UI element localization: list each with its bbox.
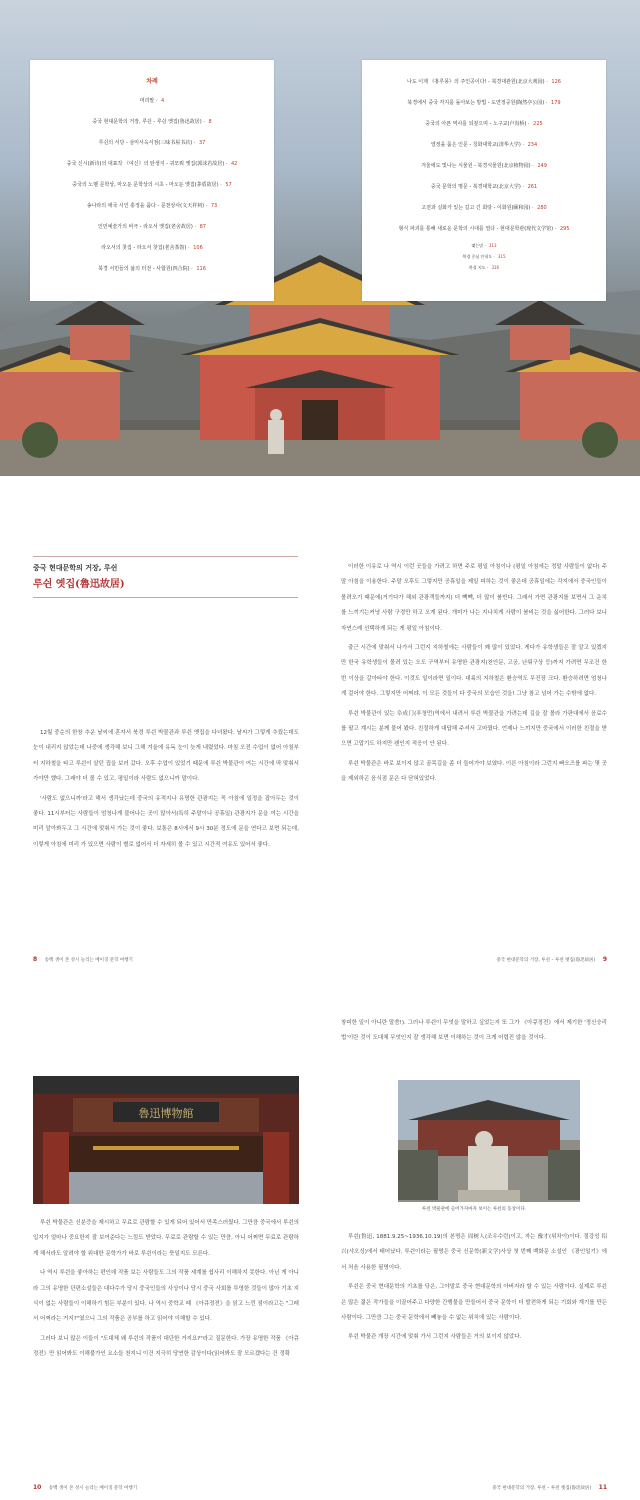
toc-entry	[362, 135, 606, 156]
page-10-footer	[33, 1484, 137, 1491]
toc-entry-title: 중국의 노벨 문학상, 마오둔 문학상의 시초 - 마오둔 옛집(茅盾故居)	[72, 182, 219, 188]
paragraph: 나 역시 루쉰을 좋아하는 편인데 작품 보는 사람들도 그의 작품 세계를 쉽사리 이해하지 못한다. 아닌 게 아니라 그의 유명한 단편소설들은 대다수가 당시 중국인들의 사상이나 당시 중국 사회를 투영한 것들이 많아 기초 지식이 없는 사람들이 이해하기 힘든 부분이 있다. 나 역시 중학교 때 《아큐정전》을 읽고 느낀 점이라고는 "그래서 어쩌라는 거지?"였으니 그의 작품은 공부를 하고 읽어야 이해할 수 있다.	[33, 1270, 299, 1323]
photo-spread-10-11	[0, 976, 640, 1500]
toc-entry	[362, 93, 606, 114]
toc-entry	[362, 177, 606, 198]
toc-separator: ·	[492, 254, 496, 259]
toc-entry	[30, 217, 274, 238]
toc-entry-page: 234	[527, 142, 538, 148]
toc-entry-title: 열정을 품은 인문 - 칭화대학교(清华大学)	[430, 142, 521, 148]
toc-entry	[362, 114, 606, 135]
toc-entry-page: 249	[537, 163, 547, 169]
paragraph: 루쉰은 중국 현대문학의 기초를 닦은, 그야말로 중국 현대문학의 아버지라 할 수 있는 사람이다. 실제로 루쉰은 많은 젊은 작가들을 이끌어주고 다양한 간행물을 만들어서 중국 문학이 더 발전하게 되는 기회와 계기를 만든 사람이다. 그만큼 그는 중국 문학에서 빼놓을 수 없는 위치에 있는 사람이다.	[341, 1284, 607, 1322]
page-number: 8	[33, 956, 38, 963]
toc-entry	[30, 133, 274, 154]
page-10-body	[33, 1216, 299, 1367]
page-11-intro	[341, 1016, 607, 1051]
toc-entry	[362, 198, 606, 219]
toc-entry	[362, 240, 606, 251]
toc-entry	[362, 72, 606, 93]
toc-right-panel	[362, 60, 606, 301]
toc-entry-title: 형식 파괴를 통해 새로운 문학의 시대를 열다 - 현대문학관(现代文学馆)	[398, 226, 554, 232]
toc-entry-page: 8	[208, 119, 212, 125]
toc-entry	[362, 156, 606, 177]
toc-entry-page: 126	[551, 79, 561, 85]
contents-spread	[0, 0, 640, 476]
toc-entry-title: 나도 이제 《홍루몽》의 주인공이다! - 북경대관원(北京大观园)	[407, 79, 545, 85]
paragraph: 루쉰 박물관은 바로 보이지 않고 골목길을 좀 더 들어가야 보였다. 이른 아침이라 그런지 빠오즈를 파는 몇 곳을 제외하곤 음식점 문은 다 닫혀있었다.	[341, 760, 607, 783]
toc-entry	[30, 259, 274, 280]
toc-entry-page: 73	[210, 203, 218, 209]
page-number: 9	[602, 956, 607, 963]
svg-text:魯迅博物館: 魯迅博物館	[138, 1107, 194, 1120]
toc-entry-page: 280	[537, 205, 547, 211]
toc-entry-title: 머리말	[139, 98, 155, 104]
toc-separator: ·	[526, 121, 532, 127]
toc-heading: 차례	[146, 78, 158, 85]
toc-entry-title: 겨울에도 빛나는 식물원 - 북경식물원(北京植物园)	[421, 163, 531, 169]
paragraph: '사람도 없으니까'라고 해서 생각났는데 중국의 유적지나 유명한 관광지는 꼭 아침에 일정을 잡아두는 것이 좋다. 11시부터는 사람들이 엄청나게 불어나는 곳이 많아서(특히 주말이나 공휴일) 관광지가 문을 여는 시간을 미리 알아봐두고 그 시간에 맞춰서 가는 것이 좋다. 보통은 8시에서 9시 30분 정도에 문을 연다고 보면 되는데, 이렇게 아침에 미리 가 있으면 사람이 별로 없어서 더 자세히 볼 수 있고 시간적 여유도 있어서 좋다.	[33, 795, 299, 848]
toc-separator: ·	[530, 205, 536, 211]
toc-entry-title: 라오서의 찻집 - 라오서 찻집(老舍茶馆)	[101, 245, 187, 251]
toc-entry-page: 4	[161, 98, 165, 104]
paragraph: 창피한 일이 아니란 말씀!). 그러나 루쉰이 무엇을 말하고 싶었는지 또 그가 《아큐정전》에서 제기한 '정신승리법'이란 것이 도대체 무엇인지 잘 생각해 보면 이해하는 것이 크게 어렵진 않을 것이다.	[341, 1020, 607, 1042]
statue-photo	[398, 1080, 580, 1202]
toc-separator: ·	[218, 182, 224, 188]
page-11-body	[341, 1230, 607, 1350]
paragraph: 그러다 보니 많은 이들이 "도대체 왜 루쉰의 작품이 대단한 거지요?"라고 질문한다. 가장 유명한 작품 《아큐정전》만 읽어봐도 이해불가인 요소들 천지니 이건 지극히 당연한 감상이다(읽어봐도 잘 모르겠다는 건 정확	[33, 1335, 299, 1358]
toc-entry-title: 송나라의 애국 시인 충정을 품다 - 문천상사(文天祥祠)	[86, 203, 205, 209]
page-number: 10	[33, 1484, 42, 1491]
toc-separator: ·	[544, 100, 550, 106]
chapter-subtitle: 중국 현대문학의 거장, 루쉰	[33, 564, 118, 572]
page-number: 11	[598, 1484, 607, 1491]
toc-entry-title: 고전과 실화가 있는 길고 긴 회랑 - 이화원(颐和园)	[421, 205, 531, 211]
toc-entry-title: 맺는말	[471, 243, 484, 248]
toc-entry-title: 중국 문학의 명문 - 북경대학교(北京大学)	[430, 184, 521, 190]
toc-entry-page: 42	[230, 161, 238, 167]
paragraph: 루쉰 박물관 개장 시간에 맞춰 가서 그런지 사람들은 거의 보이지 않았다.	[348, 1334, 522, 1341]
paragraph: 출근 시간에 맞춰서 나가서 그런지 지하철에는 사람들이 꽤 많이 있었다. 게다가 유학생들은 잘 알고 있겠지만 한국 유학생들이 몰려 있는 오도 구역부터 유명한 관광지(천안문, 고궁, 난뤄구상 등)까지 가려면 무조건 한 번 이상을 갈아타야 한다. 이것도 일이라면 일이다. 대륙의 지하철은 환승역도 무진장 크다. 환승하려면 엄청나게 걸어야 한다. 그렇지만 어쩌랴. 이 모든 것들이 다 중국의 모습인 것을! 그냥 참고 넘어 가는 수밖에 없다.	[341, 645, 607, 698]
museum-gate-photo	[33, 1076, 299, 1204]
toc-entry-page: 313	[488, 243, 497, 248]
toc-entry-page: 87	[199, 224, 206, 230]
toc-left-panel	[30, 60, 274, 301]
toc-entry	[362, 251, 606, 262]
toc-entry	[30, 154, 274, 175]
toc-entry-page: 225	[533, 121, 543, 127]
paragraph: 루쉰(鲁迅, 1881.9.25~1936.10.19)의 본명은 周树人(조우수런)이고, 자는 豫才(위차이)이다. 절강성 绍兴(샤오싱)에서 태어났다. 루쉰이라는 필명은 중국 신문학(新文学)사상 첫 번째 백화문 소설인 《광인일기》에서 처음 사용한 필명이다.	[341, 1234, 607, 1271]
toc-separator: ·	[530, 163, 536, 169]
toc-entry	[362, 262, 606, 273]
toc-entry	[30, 112, 274, 133]
toc-entry-title: 루쉰의 서당 - 삼미서옥서점(三味书屋书店)	[98, 140, 193, 146]
toc-entry-page: 316	[491, 265, 500, 270]
toc-entry-page: 261	[527, 184, 538, 190]
page-8-footer	[33, 956, 133, 963]
page-11-footer	[492, 1484, 607, 1491]
toc-entry-page: 106	[193, 245, 203, 251]
toc-entry	[362, 219, 606, 240]
toc-separator: ·	[189, 266, 195, 272]
paragraph: 12월 중순의 한창 추운 날씨에 혼자서 북경 루쉰 박물관과 루쉰 옛집을 다녀왔다. 날씨가 그렇게 추웠는데도 눈이 내리지 않았는데 나중에 생각해 보니 그해 겨울에 유독 눈이 늦게 내렸었다. 마침 오전 수업이 없어 아침부터 지하철을 타고 루쉰이 살던 집을 보러 갔다. 오후 수업이 있었기 때문에 루쉰 박물관이 여는 시간에 딱 맞춰서 가야만 했다. 그래야 더 볼 수 있고, 평일이라 사람도 없으니까 말이다.	[33, 730, 299, 783]
toc-entry	[30, 91, 274, 112]
toc-separator: ·	[224, 161, 229, 167]
toc-entry-title: 북경에서 중국 각지를 돌아보는 방법 - 도연정공원(陶然亭公园)	[407, 100, 545, 106]
paragraph: 이러한 이유로 나 역시 이런 곳들을 가려고 하면 주로 평일 아침이나 (평일 아침에는 정말 사람들이 없다) 주말 아침을 이용한다. 주말 오후도 그렇지만 공휴일을 제일 피하는 것이 좋은데 공휴일에는 각지에서 중국인들이 몰려오기 때문에(거기다가 해외 관광객들까지) 더 빽빽, 더 많이 붐빈다. 그래서 가면 관광지를 보면서 그 운치를 느끼기는커녕 사람 구경만 하고 오게 된다. 개미가 나는 지나치게 사람이 붐비는 것을 싫어한다. 그러다 보니 자연스레 선택하게 되는 게 평일 아침이다.	[341, 564, 607, 632]
toc-entry-page: 295	[559, 226, 570, 232]
toc-separator: ·	[192, 140, 197, 146]
statue-photo-caption: 루쉰 박물관에 들어가자마자 보이는 루쉰의 동상이다.	[421, 1207, 527, 1212]
toc-left-list	[30, 91, 274, 280]
toc-entry-title: 중국 현대문학의 거장, 루쉰 - 루쉰 옛집(魯迅故居)	[92, 119, 202, 125]
page-8-body	[33, 726, 299, 857]
toc-entry-title: 북경 서민들의 삶의 터전 - 사합원(四合院)	[98, 266, 190, 272]
paragraph: 루쉰 박물관이 있는 阜成门(푸청먼)역에서 내려서 루쉰 박물관을 가려는데 길을 잘 몰라 가판대에서 음료수를 팔고 계시는 분께 물어 봤다. 친절하게 대답해 주셔서 고마웠다. 언제나 느끼지만 중국에서 이러한 친절을 받으면 고맙기도 하지만 왠인지 적응이 안 된다.	[341, 710, 607, 748]
toc-entry-page: 37	[199, 140, 206, 146]
toc-separator: ·	[204, 203, 209, 209]
toc-entry-title: 인민예술가의 비극 - 라오서 옛집(老舍故居)	[97, 224, 193, 230]
toc-separator: ·	[520, 184, 526, 190]
toc-entry-title: 중국의 아픈 역사를 되짚으며 - 노구교(卢沟桥)	[425, 121, 527, 127]
toc-entry-title: 중국 신시(新诗)의 대표작 《여신》의 탄생지 - 궈모뤄 옛집(郭沫若故居)	[66, 161, 225, 167]
toc-entry	[30, 196, 274, 217]
toc-separator: ·	[154, 98, 160, 104]
toc-separator: ·	[201, 119, 207, 125]
toc-separator: ·	[186, 245, 192, 251]
page-9-body	[341, 560, 607, 792]
chapter-header	[33, 556, 298, 598]
running-title: 중국 현대문학의 거장, 루쉰 – 루쉰 옛집(魯迅故居)	[496, 958, 596, 963]
toc-entry-title: 북경 지도	[468, 265, 486, 270]
toc-entry-page: 179	[551, 100, 561, 106]
toc-entry-title: 북경 중심 안내도	[462, 254, 493, 259]
toc-entry	[30, 238, 274, 259]
toc-separator: ·	[483, 243, 487, 248]
toc-separator: ·	[485, 265, 490, 270]
paragraph: 루쉰 박물관은 신분증을 제시하고 무료로 관람할 수 있게 되어 있어서 만족스러웠다. 그만큼 중국에서 루쉰의 입지가 얼마나 중요한지 잘 보여준다는 느낌도 받았다. 무료로 관람할 수 있는 만큼, 아니 어쩌면 무료로 관람하게 해서라도 알려야 할 위대한 문학가가 바로 루쉰이라는 뜻일지도 모른다.	[33, 1220, 299, 1257]
text-spread-8-9	[0, 476, 640, 976]
toc-right-list	[362, 72, 606, 273]
toc-entry-page: 57	[225, 182, 232, 188]
toc-separator: ·	[192, 224, 198, 230]
running-title: 송백 생이 본 성시 늘리는 베이징 문학 여행기	[48, 1486, 138, 1491]
toc-entry-page: 116	[196, 266, 206, 272]
running-title: 중국 현대문학의 거장, 루쉰 – 루쉰 옛집(魯迅故居)	[492, 1486, 592, 1491]
toc-separator: ·	[553, 226, 558, 232]
page-9-footer	[496, 956, 607, 963]
chapter-title: 루쉰 옛집(魯迅故居)	[33, 579, 125, 590]
toc-separator: ·	[544, 79, 550, 85]
toc-entry	[30, 175, 274, 196]
running-title: 송백 생이 본 성시 늘리는 베이징 문학 여행기	[44, 958, 133, 963]
toc-separator: ·	[520, 142, 526, 148]
toc-entry-page: 315	[497, 254, 506, 259]
